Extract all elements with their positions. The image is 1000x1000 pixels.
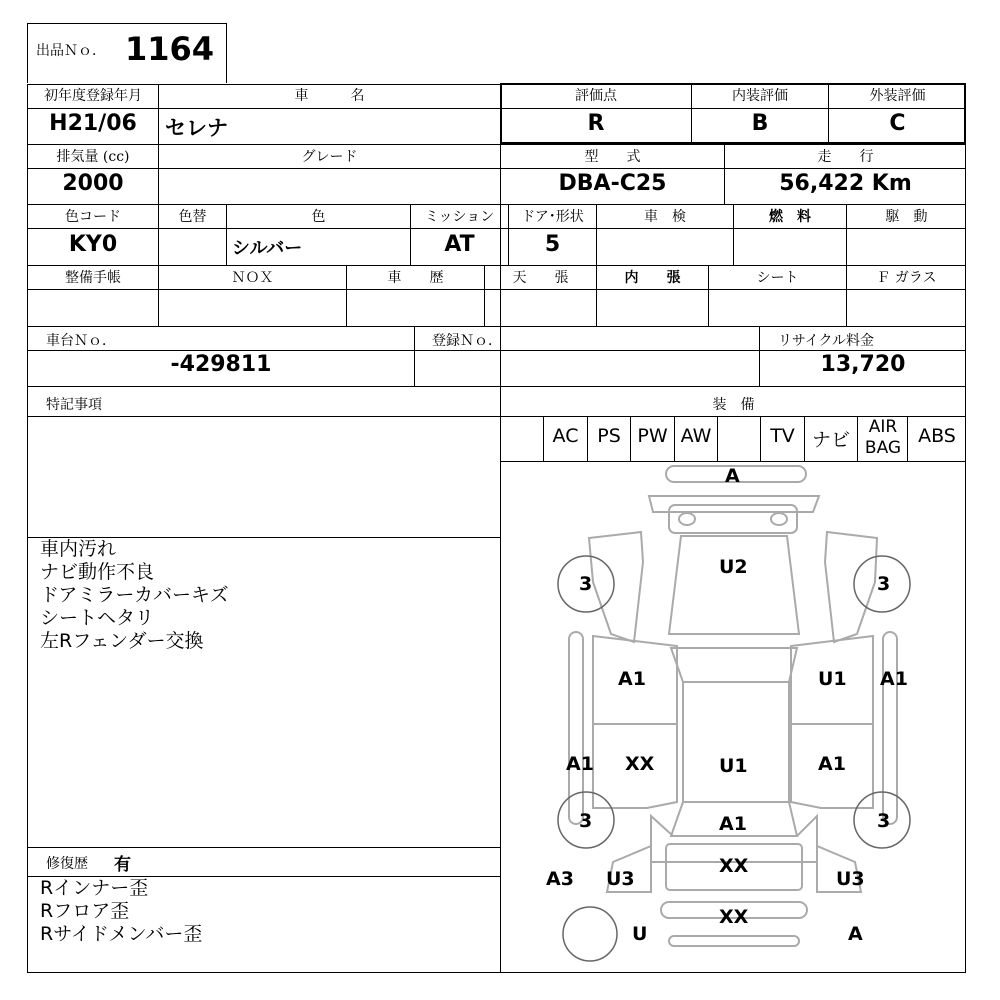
mark-right-door: A1	[818, 753, 846, 775]
equipment-label: 装 備	[712, 397, 755, 413]
color-code-label: 色コード	[65, 209, 121, 225]
fuel-label: 燃 料	[769, 209, 811, 225]
mark-tire-front-right: 3	[877, 573, 891, 595]
score-value: R	[587, 111, 605, 136]
mark-left-rear-quarter: A3	[546, 868, 574, 890]
first-registration-value: H21/06	[49, 111, 137, 136]
mark-front: A	[725, 465, 740, 487]
left-sill	[569, 632, 583, 824]
transmission-label: ミッション	[424, 209, 495, 225]
score-label: 評価点	[575, 88, 617, 104]
mark-left-front-door: A1	[618, 668, 646, 690]
doors-value: 5	[544, 232, 561, 257]
equipment-pw: PW	[637, 425, 668, 447]
model-value: DBA-C25	[558, 171, 667, 196]
lot-number: 1164	[125, 30, 215, 68]
color-value: シルバー	[232, 238, 303, 259]
displacement-value: 2000	[62, 171, 124, 196]
equipment-airbag: AIR BAG	[864, 417, 902, 458]
spare-tire	[563, 907, 617, 961]
mark-roof: U1	[719, 755, 748, 777]
mark-left-fender: A1	[566, 753, 594, 775]
roof-outline	[683, 682, 789, 802]
interior-grade-value: B	[751, 111, 769, 136]
notes-list	[40, 538, 229, 653]
notes-label: 特記事項	[46, 397, 102, 413]
mark-tire-rear-left: 3	[579, 810, 593, 832]
note-line: ドアミラーカバーキズ	[40, 584, 229, 606]
mark-rear-right: A	[848, 923, 863, 945]
equipment-navi: ナビ	[811, 429, 850, 451]
equipment-tv: TV	[770, 425, 795, 447]
mark-tailgate: XX	[719, 855, 749, 877]
equipment-ac: AC	[552, 425, 579, 447]
repair-line: Rインナー歪	[40, 877, 149, 899]
registration-label: 登録Ｎｏ．	[432, 333, 502, 349]
exterior-grade-label: 外装評価	[869, 88, 926, 104]
mark-right-rear: U3	[836, 868, 865, 890]
lot-number-label: 出品Ｎｏ．	[36, 43, 106, 59]
mark-rear-glass: A1	[719, 813, 747, 835]
note-line: 左Rフェンダー交換	[40, 630, 204, 652]
mark-hood: U2	[719, 556, 748, 578]
exterior-grade-value: C	[889, 111, 906, 136]
chassis-value: -429811	[170, 352, 272, 377]
mileage-label: 走 行	[817, 149, 874, 165]
mark-tire-rear-right: 3	[877, 810, 891, 832]
inspection-label: 車 検	[644, 209, 686, 225]
equipment-ps: PS	[597, 425, 621, 447]
seat-label: シート	[756, 270, 799, 286]
car-name-label: 車 名	[294, 88, 365, 104]
interior-trim-label: 内 張	[624, 270, 681, 286]
right-front-fender	[825, 532, 877, 642]
equipment-abs: ABS	[918, 425, 956, 447]
repair-line: Rフロア歪	[40, 900, 130, 922]
mark-spare: U	[632, 923, 648, 945]
maintenance-book-label: 整備手帳	[65, 270, 121, 286]
mark-tire-front-left: 3	[579, 573, 593, 595]
transmission-value: AT	[444, 232, 475, 257]
repair-history-value: 有	[114, 855, 131, 875]
car-damage-diagram	[501, 462, 966, 973]
left-front-fender	[589, 532, 643, 642]
history-label: 車 歴	[387, 270, 444, 286]
grade-label: グレード	[301, 149, 358, 165]
repair-list	[40, 877, 202, 946]
windshield	[671, 648, 797, 682]
repair-history-label: 修復歴	[46, 856, 88, 872]
equipment-aw: AW	[680, 425, 712, 447]
color-code-value: KY0	[68, 232, 118, 257]
mark-right-front-fender: A1	[880, 668, 908, 690]
note-line: ナビ動作不良	[40, 561, 155, 583]
displacement-label: 排気量 (cc)	[56, 149, 130, 165]
front-glass-label: Ｆ ガラス	[876, 270, 937, 286]
car-name-value: セレナ	[165, 116, 228, 140]
chassis-label: 車台Ｎｏ．	[46, 333, 116, 349]
mileage-value: 56,422 Km	[779, 171, 912, 196]
recycle-fee-label: リサイクル料金	[778, 333, 875, 349]
mark-right-front-door: U1	[818, 668, 847, 690]
color-change-label: 色替	[178, 209, 207, 225]
nox-label: ＮＯＸ	[231, 270, 274, 286]
color-label: 色	[311, 209, 326, 225]
model-label: 型 式	[584, 149, 641, 165]
doors-label: ドア･形状	[521, 209, 584, 225]
mark-rear-bumper: XX	[719, 906, 749, 928]
note-line: シートヘタリ	[40, 607, 155, 629]
interior-grade-label: 内装評価	[732, 88, 788, 104]
repair-line: Rサイドメンバー歪	[40, 923, 203, 945]
recycle-fee-value: 13,720	[820, 352, 906, 377]
mark-left-rear: U3	[606, 868, 635, 890]
hood-outline	[669, 536, 799, 634]
ceiling-label: 天 張	[512, 270, 569, 286]
mark-left-door: XX	[625, 753, 655, 775]
rear-step	[669, 936, 799, 946]
drive-label: 駆 動	[885, 209, 928, 225]
front-panel	[669, 505, 797, 533]
note-line: 車内汚れ	[40, 538, 117, 560]
first-registration-label: 初年度登録年月	[44, 88, 142, 104]
